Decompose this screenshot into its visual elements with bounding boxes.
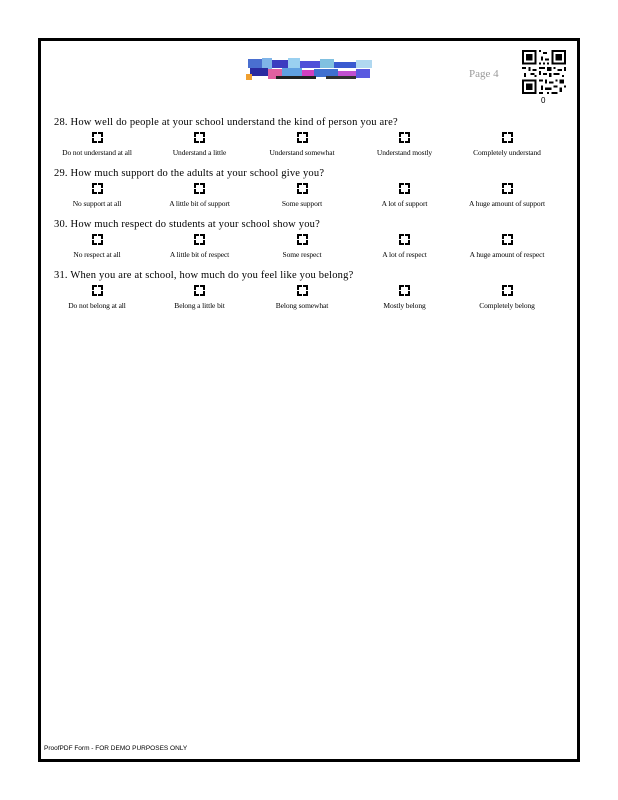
answer-option [456,183,558,208]
question-text: 28. How well do people at your school understand the kind of person you are? [54,117,398,128]
answer-label: A huge amount of respect [469,250,545,259]
answer-options [46,234,558,259]
answer-option [251,285,353,310]
answer-checkbox[interactable] [399,132,410,143]
answer-label: A huge amount of support [469,199,545,208]
answer-checkbox[interactable] [194,132,205,143]
answer-option [456,234,558,259]
answer-label: Belong somewhat [275,301,329,310]
answer-options [46,183,558,208]
answer-checkbox[interactable] [399,285,410,296]
answer-checkbox[interactable] [399,183,410,194]
answer-option [354,183,456,208]
answer-label: Some respect [282,250,322,259]
answer-checkbox[interactable] [502,285,513,296]
answer-option [46,285,148,310]
answer-option [251,234,353,259]
answer-option [456,132,558,157]
answer-options [46,285,558,310]
answer-option [149,234,251,259]
answer-checkbox[interactable] [297,132,308,143]
answer-label: A lot of support [381,199,428,208]
question-31 [54,269,566,310]
answer-label: Do not understand at all [62,148,132,157]
answer-checkbox[interactable] [297,234,308,245]
answer-option [251,132,353,157]
answer-label: A lot of respect [382,250,427,259]
header-logo-image [246,56,376,82]
answer-option [46,234,148,259]
answer-options [46,132,558,157]
page-number-label: Page 4 [469,68,499,80]
answer-checkbox[interactable] [194,234,205,245]
question-text: 29. How much support do the adults at your school give you? [54,168,325,179]
answer-checkbox[interactable] [92,234,103,245]
answer-checkbox[interactable] [194,183,205,194]
questions-list [54,116,566,320]
answer-option [251,183,353,208]
answer-label: Do not belong at all [68,301,126,310]
answer-option [46,132,148,157]
answer-option [354,132,456,157]
answer-label: A little bit of respect [169,250,230,259]
answer-checkbox[interactable] [502,234,513,245]
answer-label: Completely understand [473,148,541,157]
answer-label: Some support [281,199,323,208]
answer-checkbox[interactable] [92,132,103,143]
answer-checkbox[interactable] [297,285,308,296]
answer-label: Completely belong [479,301,535,310]
answer-checkbox[interactable] [92,183,103,194]
answer-label: No support at all [72,199,122,208]
answer-checkbox[interactable] [92,285,103,296]
answer-label: A little bit of support [169,199,230,208]
answer-option [149,285,251,310]
answer-label: Mostly belong [383,301,426,310]
answer-label: Understand mostly [376,148,433,157]
answer-checkbox[interactable] [399,234,410,245]
answer-option [354,285,456,310]
answer-checkbox[interactable] [502,132,513,143]
answer-label: Belong a little bit [174,301,225,310]
answer-option [456,285,558,310]
answer-checkbox[interactable] [297,183,308,194]
answer-label: No respect at all [73,250,121,259]
answer-checkbox[interactable] [502,183,513,194]
footer-watermark-text: ProofPDF Form - FOR DEMO PURPOSES ONLY [44,745,188,752]
qr-caption: 0 [541,96,546,105]
question-29 [54,167,566,208]
answer-option [354,234,456,259]
question-text: 31. When you are at school, how much do you feel like you belong? [54,270,354,281]
question-30 [54,218,566,259]
answer-option [149,183,251,208]
qr-code-image [522,50,566,94]
answer-label: Understand somewhat [269,148,335,157]
answer-label: Understand a little [172,148,227,157]
answer-option [46,183,148,208]
answer-option [149,132,251,157]
question-28 [54,116,566,157]
question-text: 30. How much respect do students at your school show you? [54,219,320,230]
answer-checkbox[interactable] [194,285,205,296]
